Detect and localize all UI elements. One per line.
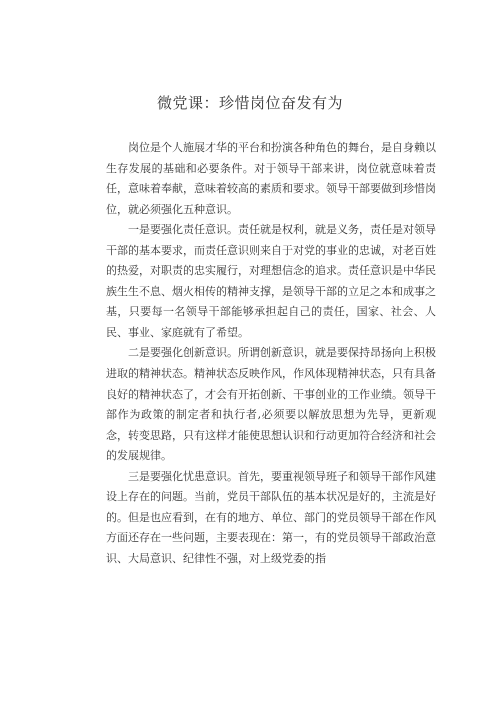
paragraph-concern: 三是要强化忧患意识。首先，要重视领导班子和领导干部作风建设上存在的问题。当前，党员干部队伍的基本状况是好的，主流是好的。但是也应看到，在有的地方、单位、部门的党员领导干部在作风方面还存在一些问题，主要表现在：第一，有的党员领导干部政治意识、大局意识、纪律性不强，对上级党委的指	[106, 469, 436, 565]
document-title: 微党课：珍惜岗位奋发有为	[156, 94, 343, 112]
paragraph-innovation: 二是要强化创新意识。所谓创新意识，就是要保持昂扬向上积极进取的精神状态。精神状态反映作风，作风体现精神状态，只有具备良好的精神状态了，才会有开拓创新、干事创业的工作业绩。领导干部作为政策的制定者和执行者,必须要以解放思想为先导，更新观念，转变思路，只有这样才能使思想认识和行动更加符合经济和社会的发展规律。	[106, 346, 436, 463]
paragraph-responsibility: 一是要强化责任意识。责任就是权利，就是义务，责任是对领导干部的基本要求，而责任意识则来自于对党的事业的忠诚，对老百姓的热爱，对职责的忠实履行，对理想信念的追求。责任意识是中华民族生生不息、烟火相传的精神支撑，是领导干部的立足之本和成事之基，只要每一名领导干部能够承担起自己的责任，国家、社会、人民、事业、家庭就有了希望。	[106, 223, 436, 339]
document-body	[106, 138, 436, 569]
paragraph-intro: 岗位是个人施展才华的平台和扮演各种角色的舞台，是自身赖以生存发展的基础和必要条件。对于领导干部来讲，岗位就意味着责任，意味着奉献，意味着较高的素质和要求。领导干部要做到珍惜岗位，就必须强化五种意识。	[106, 141, 436, 216]
